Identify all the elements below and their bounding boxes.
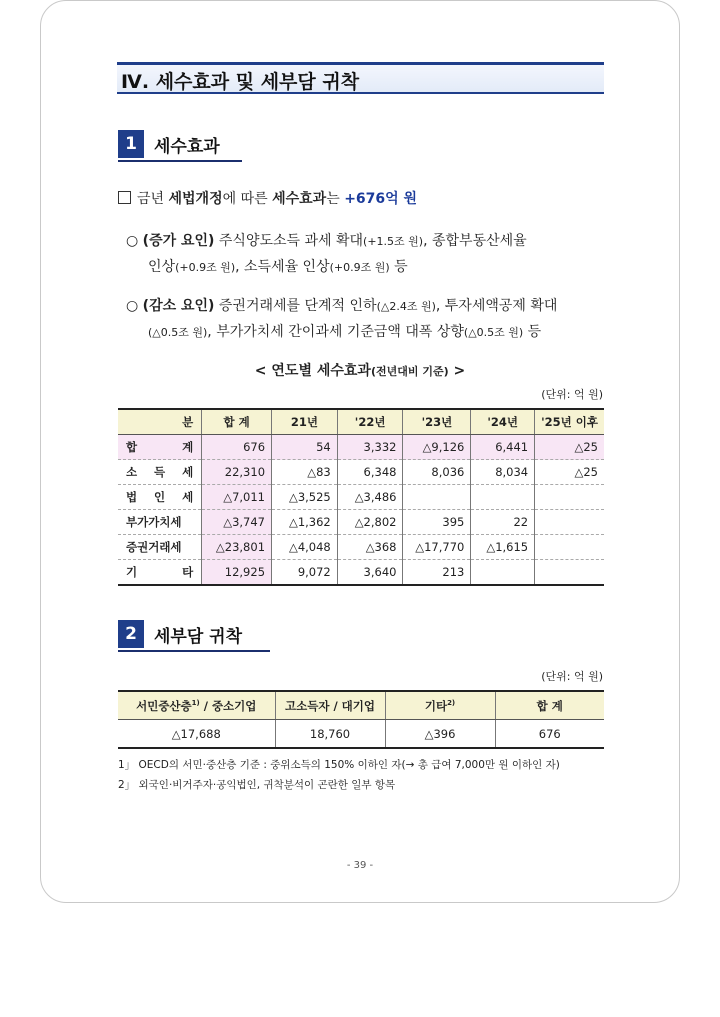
decrease-factors-line2: (△0.5조 원), 부가가치세 간이과세 기준금액 대폭 상향(△0.5조 원) 등 <box>148 324 542 340</box>
table1-unit: (단위: 억 원) <box>541 388 603 401</box>
bullet-circle-icon: ○ <box>126 298 139 314</box>
section-title: 세부담 귀착 <box>154 627 243 647</box>
table-cell: 9,072 <box>272 560 338 586</box>
table-cell: △7,011 <box>202 485 272 510</box>
table-cell: 8,034 <box>471 460 535 485</box>
table-cell: △17,688 <box>118 720 275 749</box>
table-cell: △368 <box>337 535 403 560</box>
table-cell: △396 <box>385 720 495 749</box>
table-row <box>118 535 604 560</box>
table-header-cell: 기타$^{2)}$ <box>385 691 495 720</box>
section-number: 1 <box>118 130 144 158</box>
table-cell: 22 <box>471 510 535 535</box>
checkbox-square-icon <box>118 191 131 204</box>
table-header-cell: '24년 <box>471 409 535 435</box>
row-label: 증권거래세 <box>118 535 202 560</box>
footnote-1: 1」 OECD의 서민·중산층 기준 : 중위소득의 150% 이하인 자(→ 총 급여 7,000만 원 이하인 자) <box>118 759 560 771</box>
table-cell: 6,441 <box>471 435 535 460</box>
table-cell <box>535 510 604 535</box>
table-header-cell: '25년 이후 <box>535 409 604 435</box>
yearly-tax-effect-table <box>118 408 604 586</box>
table-header-cell: 분 <box>118 409 202 435</box>
table-row <box>118 435 604 460</box>
table-header-cell: '23년 <box>403 409 471 435</box>
row-label: 기 타 <box>118 560 202 586</box>
table-cell: 213 <box>403 560 471 586</box>
table-cell: △1,362 <box>272 510 338 535</box>
table-cell: 18,760 <box>275 720 385 749</box>
section-number: 2 <box>118 620 144 648</box>
table-cell: 22,310 <box>202 460 272 485</box>
table-cell: 676 <box>495 720 604 749</box>
tax-effect-amount: +676억 원 <box>344 191 418 207</box>
table-cell: △9,126 <box>403 435 471 460</box>
table-cell <box>535 535 604 560</box>
row-label: 부가가치세 <box>118 510 202 535</box>
table1-caption: < 연도별 세수효과(전년대비 기준) > <box>254 363 466 379</box>
table-cell: △17,770 <box>403 535 471 560</box>
row-label: 합 계 <box>118 435 202 460</box>
section-1-heading <box>118 130 242 162</box>
table-cell: 395 <box>403 510 471 535</box>
table-header-row <box>118 691 604 720</box>
table-cell: △25 <box>535 460 604 485</box>
table-header-cell: 21년 <box>272 409 338 435</box>
increase-factors-line2: 인상(+0.9조 원), 소득세율 인상(+0.9조 원) 등 <box>148 259 408 275</box>
row-label: 법 인 세 <box>118 485 202 510</box>
table-row <box>118 720 604 749</box>
table-row <box>118 485 604 510</box>
bullet-circle-icon: ○ <box>126 233 139 249</box>
table-cell: 54 <box>272 435 338 460</box>
table-header-cell: 고소득자 / 대기업 <box>275 691 385 720</box>
table-cell: △25 <box>535 435 604 460</box>
table-header-cell: '22년 <box>337 409 403 435</box>
table-cell: △2,802 <box>337 510 403 535</box>
chapter-heading <box>117 62 604 94</box>
table-row <box>118 510 604 535</box>
table-cell: 3,640 <box>337 560 403 586</box>
table-cell: 6,348 <box>337 460 403 485</box>
table-cell: 676 <box>202 435 272 460</box>
table-header-row <box>118 409 604 435</box>
table-cell: △3,525 <box>272 485 338 510</box>
table-cell: 12,925 <box>202 560 272 586</box>
table-cell <box>535 485 604 510</box>
table-row <box>118 460 604 485</box>
chapter-title: Ⅳ. 세수효과 및 세부담 귀착 <box>121 71 360 93</box>
decrease-factors-line1: ○ (감소 요인) 증권거래세를 단계적 인하(△2.4조 원), 투자세액공제 확대 <box>126 298 558 314</box>
table-cell: 8,036 <box>403 460 471 485</box>
table-header-cell: 합 계 <box>202 409 272 435</box>
section-2-heading <box>118 620 270 652</box>
table-header-cell: 합 계 <box>495 691 604 720</box>
table-cell <box>471 485 535 510</box>
section-title: 세수효과 <box>154 137 220 157</box>
footnote-2: 2」 외국인·비거주자·공익법인, 귀착분석이 곤란한 일부 항목 <box>118 779 396 791</box>
table2-unit: (단위: 억 원) <box>541 670 603 683</box>
table-cell <box>403 485 471 510</box>
summary-line: 금년 세법개정에 따른 세수효과는 +676억 원 <box>118 188 417 208</box>
tax-burden-incidence-table <box>118 690 604 749</box>
table-cell: △3,486 <box>337 485 403 510</box>
page-number: - 39 - <box>346 860 374 871</box>
row-label: 소 득 세 <box>118 460 202 485</box>
table-row <box>118 560 604 586</box>
table-cell <box>535 560 604 586</box>
table-header-cell: 서민중산층$^{1)}$ / 중소기업 <box>118 691 275 720</box>
increase-factors-line1: ○ (증가 요인) 주식양도소득 과세 확대(+1.5조 원), 종합부동산세율 <box>126 233 527 249</box>
table-cell: △83 <box>272 460 338 485</box>
table-cell: △23,801 <box>202 535 272 560</box>
table-cell: △1,615 <box>471 535 535 560</box>
table-cell: △3,747 <box>202 510 272 535</box>
table-cell <box>471 560 535 586</box>
table-cell: 3,332 <box>337 435 403 460</box>
table-cell: △4,048 <box>272 535 338 560</box>
